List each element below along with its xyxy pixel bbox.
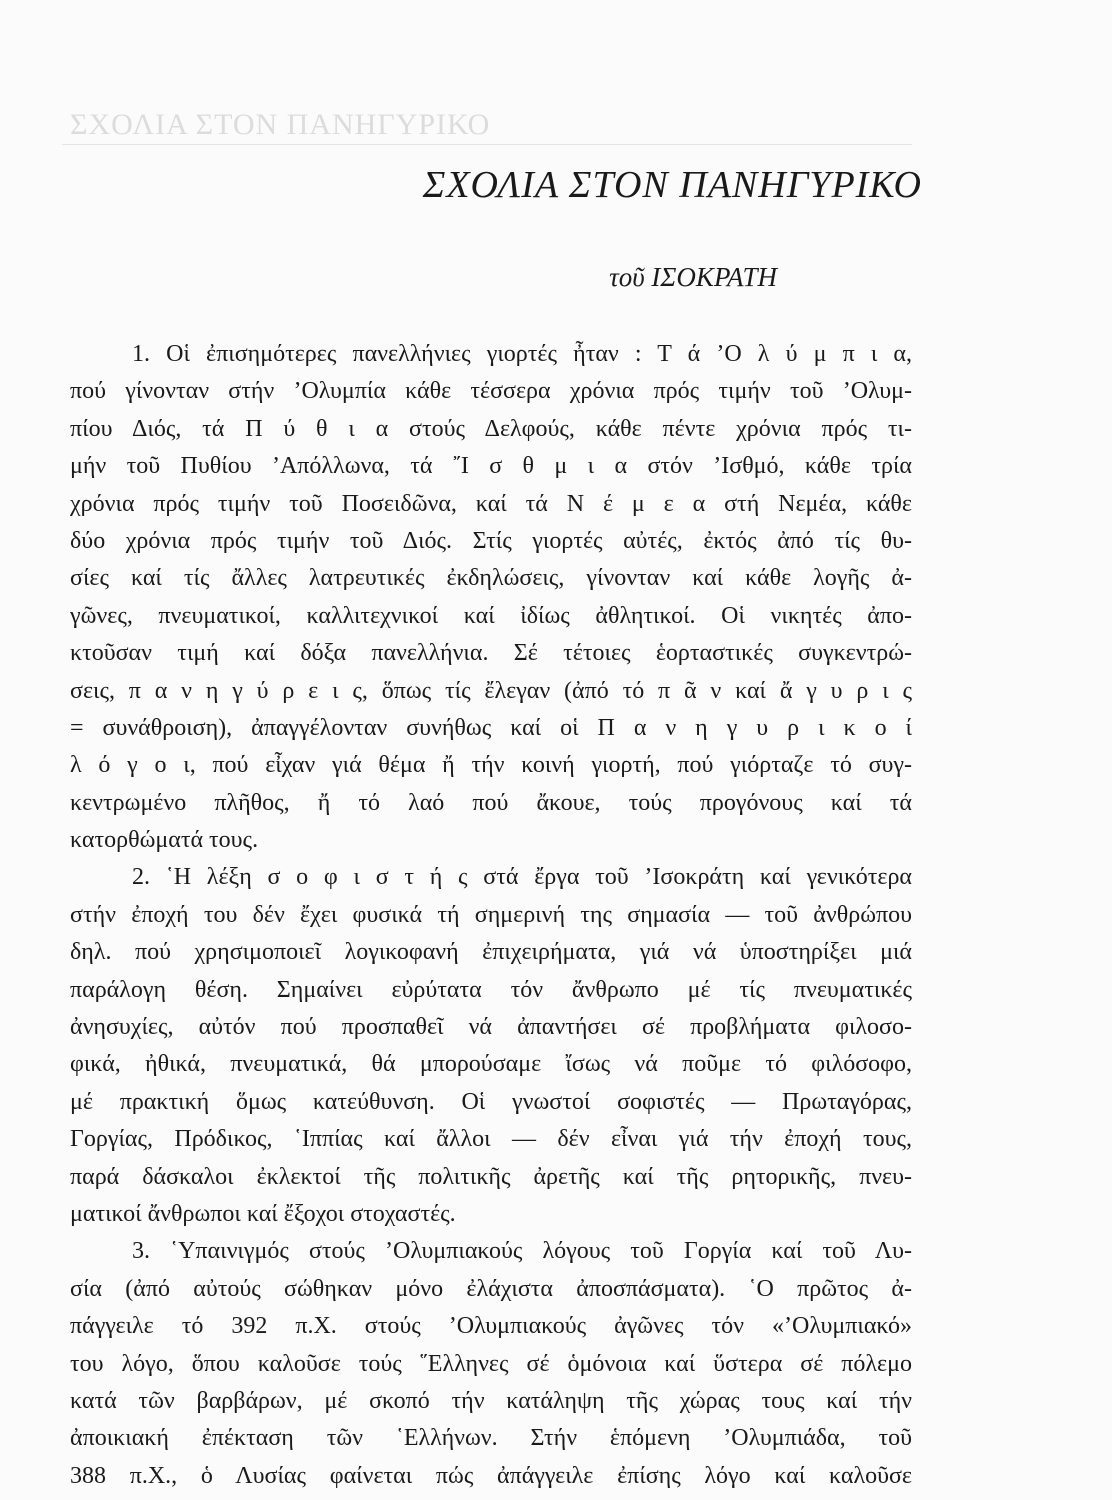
text-line: = συνάθροιση), ἀπαγγέλονταν συνήθως καί οἱ Π α ν η γ υ ρ ι κ ο ί bbox=[70, 714, 912, 741]
text-line: κατά τῶν βαρβάρων, μέ σκοπό τήν κατάληψη τῆς χώρας τους καί τήν bbox=[70, 1387, 912, 1414]
text-line: πάγγειλε τό 392 π.Χ. στούς ’Ολυμπιακούς ἀγῶνες τόν «’Ολυμπιακό» bbox=[70, 1313, 912, 1340]
bleed-through-rule bbox=[62, 144, 912, 145]
bleed-through-header: ΣΧΟΛΙΑ ΣΤΟΝ ΠΑΝΗΓΥΡΙΚΟ bbox=[70, 108, 491, 141]
text-line: δηλ. πού χρησιμοποιεῖ λογικοφανή ἐπιχειρήματα, γιά νά ὑποστηρίξει μιά bbox=[70, 939, 912, 966]
text-line: χρόνια πρός τιμήν τοῦ Ποσειδῶνα, καί τά Ν έ μ ε α στή Νεμέα, κάθε bbox=[70, 490, 912, 517]
text-line: ἀποικιακή ἐπέκταση τῶν ῾Ελλήνων. Στήν ἑπόμενη ’Ολυμπιάδα, τοῦ bbox=[70, 1425, 912, 1452]
text-line: μήν τοῦ Πυθίου ’Απόλλωνα, τά ῎Ι σ θ μ ι α στόν ’Ισθμό, κάθε τρία bbox=[70, 453, 912, 480]
text-line: 1. Οἱ ἐπισημότερες πανελλήνιες γιορτές ἦταν : Τ ά ’Ο λ ύ μ π ι α, bbox=[132, 341, 912, 367]
text-line: παράλογη θέση. Σημαίνει εὐρύτατα τόν ἄνθρωπο μέ τίς πνευματικές bbox=[70, 976, 912, 1003]
text-line: 388 π.Χ., ὁ Λυσίας φαίνεται πώς ἀπάγγειλε ἐπίσης λόγο καί καλοῦσε bbox=[70, 1462, 912, 1489]
text-line: πού γίνονταν στήν ’Ολυμπία κάθε τέσσερα χρόνια πρός τιμήν τοῦ ’Ολυμ- bbox=[70, 378, 912, 405]
text-line: παρά δάσκαλοι ἐκλεκτοί τῆς πολιτικῆς ἀρετῆς καί τῆς ρητορικῆς, πνευ- bbox=[70, 1163, 912, 1190]
text-line: πίου Διός, τά Π ύ θ ι α στούς Δελφούς, κάθε πέντε χρόνια πρός τι- bbox=[70, 415, 912, 442]
text-line: Γοργίας, Πρόδικος, ῾Ιππίας καί ἄλλοι — δέν εἶναι γιά τήν ἐποχή τους, bbox=[70, 1126, 912, 1153]
body-text bbox=[70, 336, 912, 1495]
text-line: στήν ἐποχή του δέν ἔχει φυσικά τή σημερινή της σημασία — τοῦ ἀνθρώπου bbox=[70, 901, 912, 928]
text-line: 3. ῾Υπαινιγμός στούς ’Ολυμπιακούς λόγους τοῦ Γοργία καί τοῦ Λυ- bbox=[132, 1238, 912, 1265]
text-line: μέ πρακτική ὅμως κατεύθυνση. Οἱ γνωστοί σοφιστές — Πρωταγόρας, bbox=[70, 1088, 912, 1115]
text-line: λ ό γ ο ι, πού εἶχαν γιά θέμα ἤ τήν κοινή γιορτή, πού γιόρταζε τό συγ- bbox=[70, 752, 912, 779]
text-line: σίες καί τίς ἄλλες λατρευτικές ἐκδηλώσεις, γίνονταν καί κάθε λογῆς ἀ- bbox=[70, 565, 912, 592]
text-line: του λόγο, ὅπου καλοῦσε τούς ῞Ελληνες σέ ὁμόνοια καί ὕστερα σέ πόλεμο bbox=[70, 1350, 912, 1377]
text-line: κτοῦσαν τιμή καί δόξα πανελλήνια. Σέ τέτοιες ἑορταστικές συγκεντρώ- bbox=[70, 640, 912, 667]
text-line: κεντρωμένο πλῆθος, ἤ τό λαό πού ἄκουε, τούς προγόνους καί τά bbox=[70, 789, 912, 816]
text-line: δύο χρόνια πρός τιμήν τοῦ Διός. Στίς γιορτές αὐτές, ἐκτός ἀπό τίς θυ- bbox=[70, 527, 912, 554]
text-line: ἀνησυχίες, αὐτόν πού προσπαθεῖ νά ἀπαντήσει σέ προβλήματα φιλοσο- bbox=[70, 1014, 912, 1041]
text-line: κατορθώματά τους. bbox=[70, 827, 259, 854]
text-line: φικά, ἠθικά, πνευματικά, θά μπορούσαμε ἴσως νά ποῦμε τό φιλόσοφο, bbox=[70, 1051, 912, 1078]
text-line: ματικοί ἄνθρωποι καί ἔξοχοι στοχαστές. bbox=[70, 1200, 456, 1227]
page-subtitle: τοῦ ΙΣΟΚΡΑΤΗ bbox=[609, 262, 777, 292]
text-line: γῶνες, πνευματικοί, καλλιτεχνικοί καί ἰδίως ἀθλητικοί. Οἱ νικητές ἀπο- bbox=[70, 602, 912, 629]
text-line: σία (ἀπό αὐτούς σώθηκαν μόνο ἐλάχιστα ἀποσπάσματα). ῾Ο πρῶτος ἀ- bbox=[70, 1275, 912, 1302]
text-line: 2. ῾Η λέξη σ ο φ ι σ τ ή ς στά ἔργα τοῦ ’Ισοκράτη καί γενικότερα bbox=[132, 864, 912, 891]
page-title: ΣΧΟΛΙΑ ΣΤΟΝ ΠΑΝΗΓΥΡΙΚΟ bbox=[422, 164, 922, 206]
text-line: σεις, π α ν η γ ύ ρ ε ι ς, ὅπως τίς ἔλεγαν (ἀπό τό π ᾶ ν καί ἄ γ υ ρ ι ς bbox=[70, 677, 912, 704]
